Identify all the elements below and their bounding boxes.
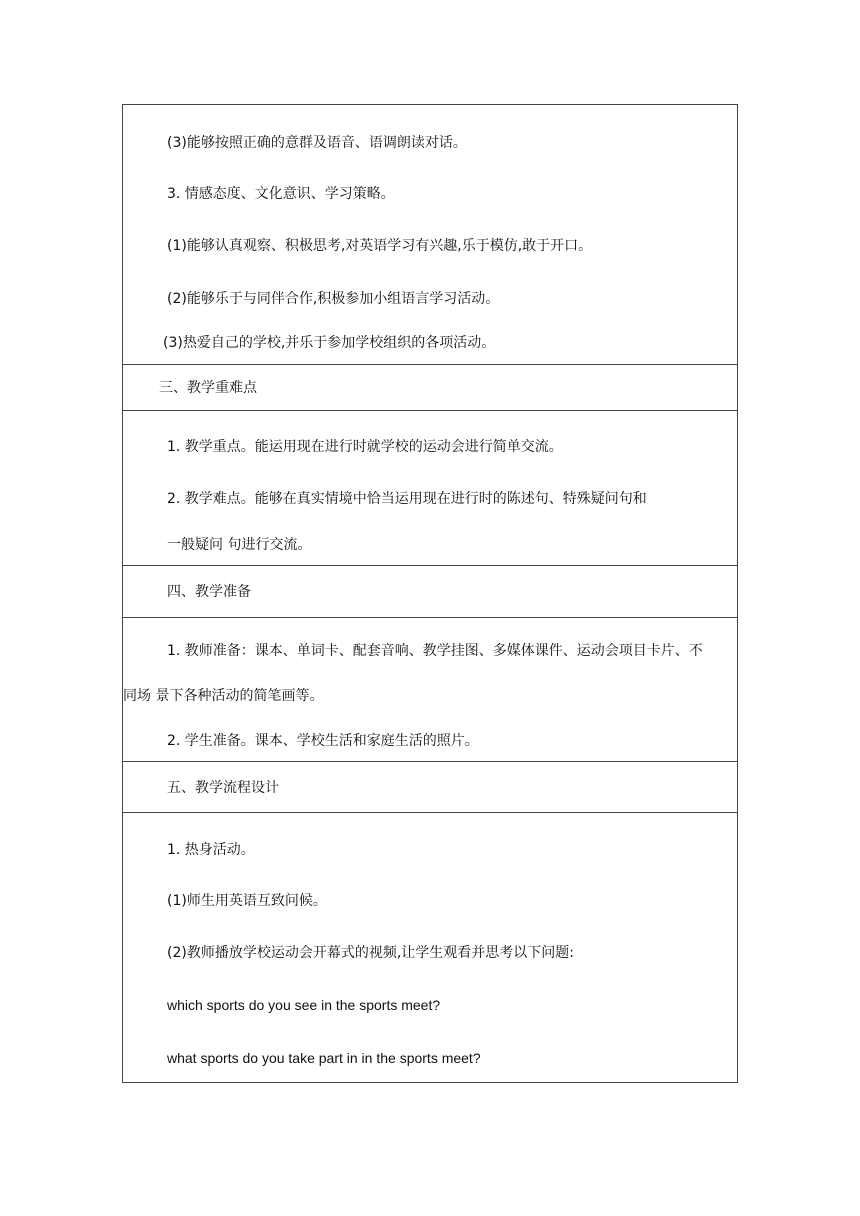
process-line: (1)师生用英语互致问候。 [167, 893, 327, 909]
objective-line: 3. 情感态度、文化意识、学习策略。 [167, 186, 395, 202]
process-line: 1. 热身活动。 [167, 842, 255, 858]
preparation-line: 2. 学生准备。课本、学校生活和家庭生活的照片。 [167, 733, 479, 749]
key-points-heading-row [123, 364, 737, 410]
objective-line: (1)能够认真观察、积极思考,对英语学习有兴趣,乐于模仿,敢于开口。 [167, 238, 593, 254]
objective-line: (2)能够乐于与同伴合作,积极参加小组语言学习活动。 [167, 291, 500, 307]
preparation-section [123, 617, 737, 761]
process-question-line: what sports do you take part in in the sports meet? [167, 1050, 481, 1066]
key-point-line: 2. 教学难点。能够在真实情境中恰当运用现在进行时的陈述句、特殊疑问句和 [167, 491, 647, 507]
process-line: (2)教师播放学校运动会开幕式的视频,让学生观看并思考以下问题: [167, 945, 574, 961]
section-heading: 五、教学流程设计 [167, 780, 279, 796]
process-section [123, 812, 737, 1082]
objective-line: (3)热爱自己的学校,并乐于参加学校组织的各项活动。 [163, 335, 496, 351]
preparation-line: 同场 景下各种活动的简笔画等。 [123, 688, 324, 704]
key-point-line: 一般疑问 句进行交流。 [167, 537, 312, 553]
process-question-line: which sports do you see in the sports meet? [167, 997, 441, 1013]
section-heading: 四、教学准备 [167, 584, 251, 600]
preparation-line: 1. 教师准备：课本、单词卡、配套音响、教学挂图、多媒体课件、运动会项目卡片、不 [167, 643, 703, 659]
key-points-section [123, 410, 737, 565]
objective-line: (3)能够按照正确的意群及语音、语调朗读对话。 [167, 135, 467, 151]
key-point-line: 1. 教学重点。能运用现在进行时就学校的运动会进行简单交流。 [167, 439, 563, 455]
preparation-heading-row [123, 565, 737, 617]
section-heading: 三、教学重难点 [159, 380, 257, 396]
process-heading-row [123, 761, 737, 812]
lesson-plan-table [122, 104, 738, 1083]
objectives-section [123, 105, 737, 364]
